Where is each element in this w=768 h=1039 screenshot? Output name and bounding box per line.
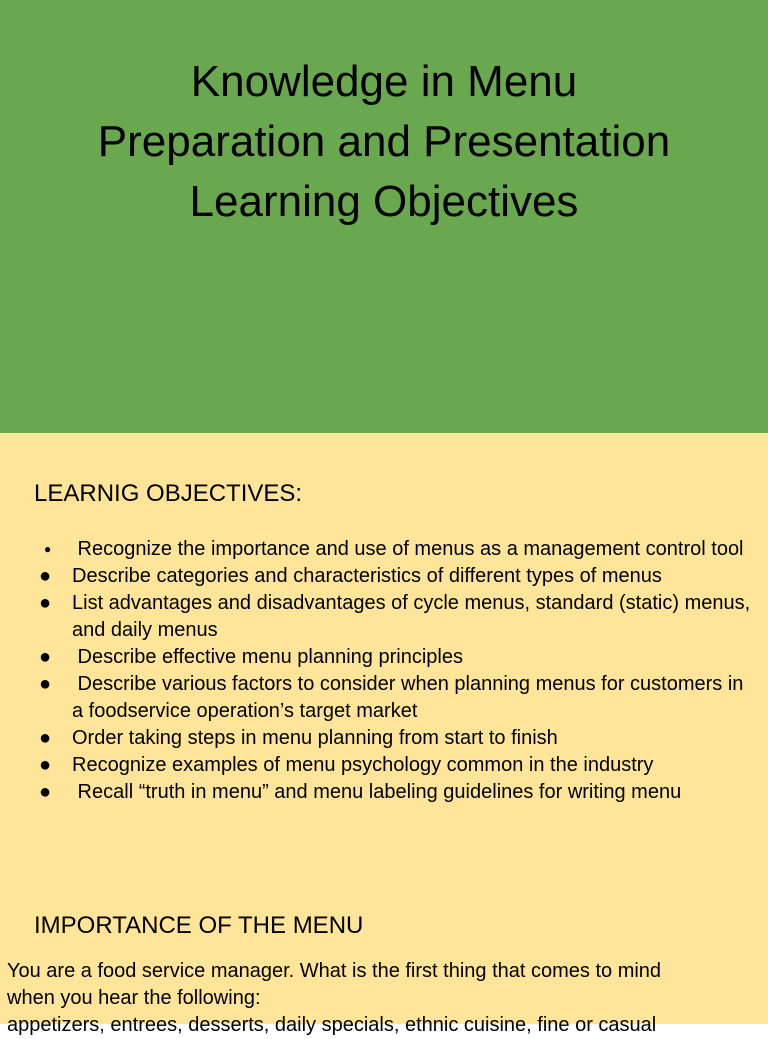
bullet-icon: ● bbox=[39, 673, 52, 695]
list-item bbox=[0, 536, 768, 563]
objective-text: Recall “truth in menu” and menu labeling guidelines for writing menu bbox=[72, 781, 682, 803]
objective-text: List advantages and disadvantages of cycle menus, standard (static) menus, and daily menus bbox=[72, 592, 751, 641]
objective-text: Describe categories and characteristics of different types of menus bbox=[72, 565, 662, 587]
bullet-icon: ● bbox=[39, 781, 52, 803]
objective-text: Order taking steps in menu planning from start to finish bbox=[72, 727, 558, 749]
bullet-icon: ● bbox=[39, 646, 52, 668]
objectives-list bbox=[0, 536, 768, 806]
intro-paragraph bbox=[7, 958, 747, 1039]
list-item bbox=[0, 590, 768, 644]
list-item bbox=[0, 644, 768, 671]
bullet-icon: ● bbox=[44, 542, 52, 556]
importance-heading: IMPORTANCE OF THE MENU bbox=[34, 912, 364, 939]
list-item bbox=[0, 779, 768, 806]
objective-text: Recognize the importance and use of menus as a management control tool bbox=[72, 538, 744, 560]
intro-line: appetizers, entrees, desserts, daily specials, ethnic cuisine, fine or casual bbox=[7, 1014, 657, 1036]
bullet-icon: ● bbox=[39, 754, 52, 776]
bullet-icon: ● bbox=[39, 565, 52, 587]
title-line: Knowledge in Menu bbox=[190, 57, 578, 106]
list-item bbox=[0, 725, 768, 752]
bullet-icon: ● bbox=[39, 592, 52, 614]
objective-text: Describe effective menu planning principles bbox=[72, 646, 463, 668]
list-item bbox=[0, 671, 768, 725]
title-slide bbox=[0, 0, 768, 433]
intro-line: when you hear the following: bbox=[7, 987, 261, 1009]
list-item bbox=[0, 752, 768, 779]
bullet-icon: ● bbox=[39, 727, 52, 749]
objectives-heading: LEARNIG OBJECTIVES: bbox=[34, 480, 303, 507]
title-line: Preparation and Presentation bbox=[97, 117, 671, 166]
slide-title bbox=[0, 52, 768, 232]
intro-line: You are a food service manager. What is the first thing that comes to mind bbox=[7, 960, 662, 982]
list-item bbox=[0, 563, 768, 590]
title-line: Learning Objectives bbox=[189, 177, 579, 226]
objective-text: Describe various factors to consider when planning menus for customers in a foodservice operation’s target market bbox=[72, 673, 744, 722]
objective-text: Recognize examples of menu psychology common in the industry bbox=[72, 754, 654, 776]
